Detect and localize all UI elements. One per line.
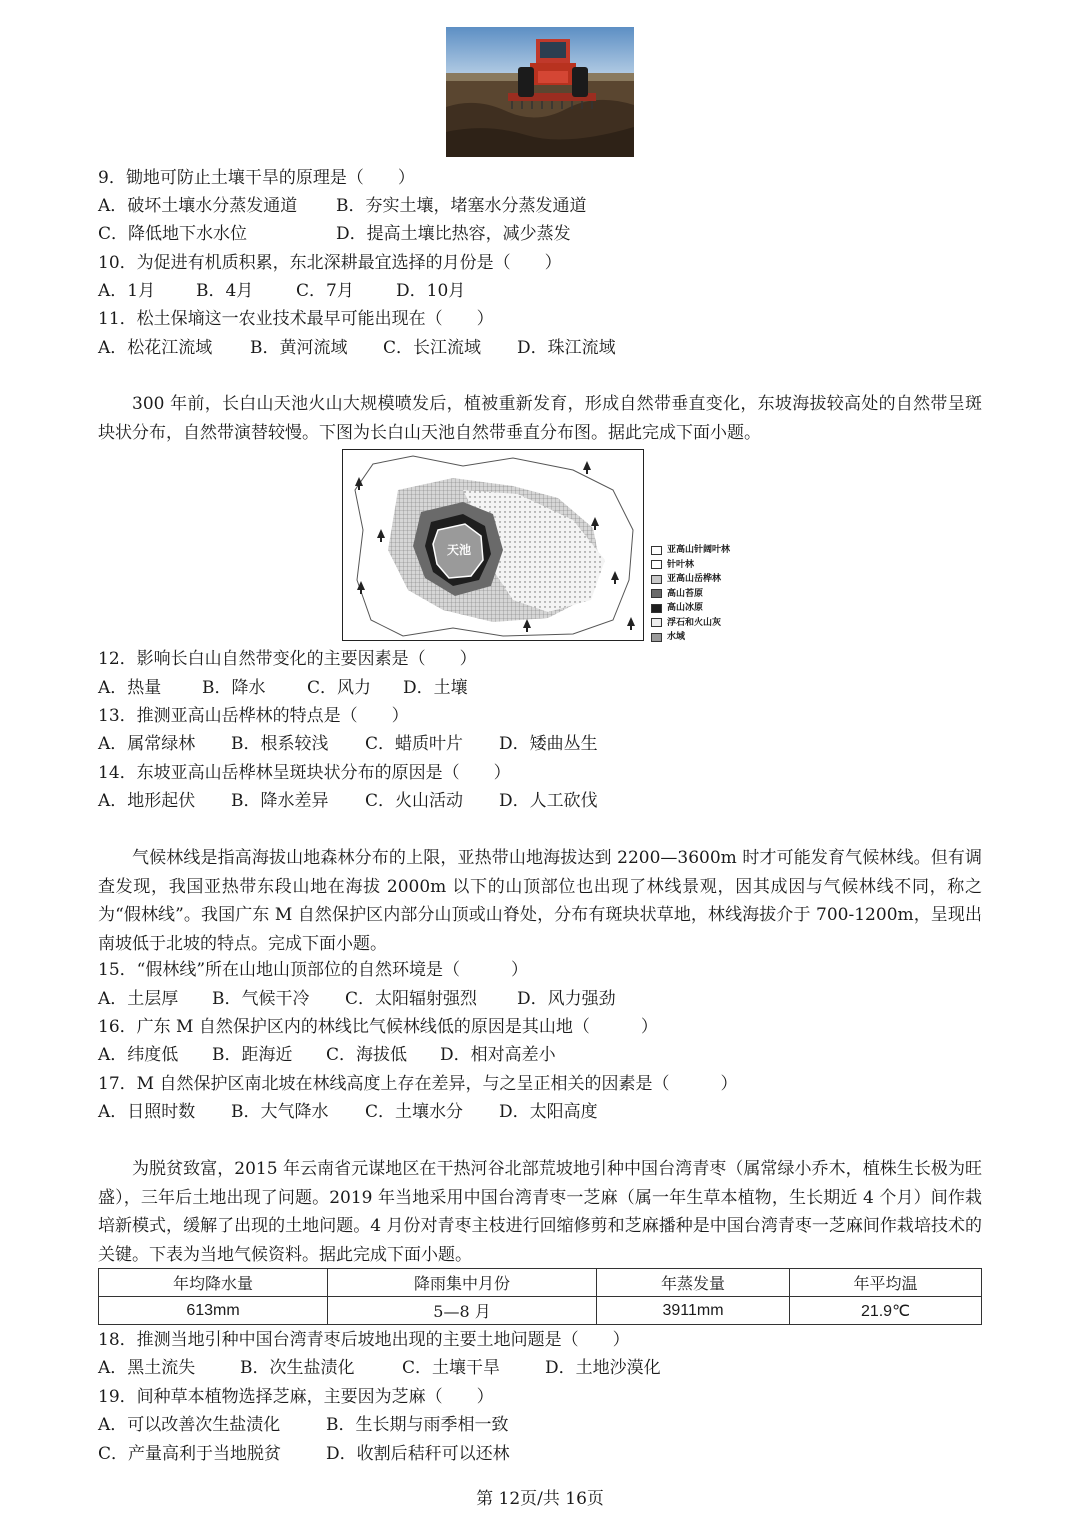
map-legend — [651, 543, 730, 645]
option-a: A．土层厚 — [98, 989, 179, 1009]
option-a: A．松花江流域 — [98, 338, 213, 358]
option-a: A．可以改善次生盐渍化 — [98, 1415, 281, 1435]
option-b: B．4月 — [196, 281, 254, 301]
tractor-photo — [446, 27, 634, 157]
table-header-row — [99, 1269, 982, 1297]
option-c: C．太阳辐射强烈 — [345, 989, 478, 1009]
option-b: B．降水差异 — [231, 791, 329, 811]
question-13: 13．推测亚高山岳桦林的特点是（ ） — [98, 706, 409, 726]
question-13-options — [98, 733, 598, 755]
option-d: D．提高土壤比热容，减少蒸发 — [336, 224, 571, 244]
question-17-options — [98, 1101, 598, 1123]
option-c: C．7月 — [296, 281, 354, 301]
table-header: 年均降水量 — [99, 1269, 328, 1297]
option-d: D．收割后秸秆可以还林 — [326, 1444, 510, 1464]
option-c: C．土壤干旱 — [402, 1358, 501, 1378]
question-17: 17．M 自然保护区南北坡在林线高度上存在差异，与之呈正相关的因素是（ ） — [98, 1074, 738, 1094]
table-cell: 21.9℃ — [790, 1297, 982, 1325]
option-c: C．风力 — [307, 678, 372, 698]
question-19-options — [98, 1414, 509, 1436]
legend-item: 高山冰原 — [651, 601, 730, 616]
climate-table — [98, 1268, 982, 1325]
option-c: C．海拔低 — [326, 1045, 408, 1065]
option-a: A．1月 — [98, 281, 156, 301]
page-footer: 第 12页/共 16页 — [476, 1489, 604, 1509]
passage-treeline: 气候林线是指高海拔山地森林分布的上限，亚热带山地海拔达到 2200—3600m 时才可能发育气候林线。但有调查发现，我国亚热带东段山地在海拔 2000m 以下的山顶部位也出现了林线景观，因其成因与气候林线不同，称之为“假林线”。我国广东 M 自然保护区内部分山顶或山脊处，分布有斑块状草地，林线海拔介于 700-1200m，呈现出南坡低于北坡的特点。完成下面小题。 — [98, 848, 982, 954]
option-c: C．土壤水分 — [365, 1102, 464, 1122]
question-11-options — [98, 337, 616, 359]
lake-label: 天池 — [447, 543, 472, 557]
option-b: B．距海近 — [212, 1045, 293, 1065]
table-cell: 613mm — [99, 1297, 328, 1325]
option-a: A．日照时数 — [98, 1102, 196, 1122]
option-a: A．破坏土壤水分蒸发通道 — [98, 196, 298, 216]
legend-swatch — [651, 604, 662, 613]
passage-jujube: 为脱贫致富，2015 年云南省元谋地区在干热河谷北部荒坡地引种中国台湾青枣（属常绿小乔木，植株生长极为旺盛），三年后土地出现了问题。2019 年当地采用中国台湾青枣一芝麻（属一年生草本植物，生长期近 4 个月）间作栽培新模式，缓解了出现的土地问题。4 月份对青枣主枝进行回缩修剪和芝麻播种是中国台湾青枣一芝麻间作栽培技术的关键。下表为当地气候资料。据此完成下面小题。 — [98, 1159, 982, 1265]
legend-item: 高山苔原 — [651, 587, 730, 602]
question-12: 12．影响长白山自然带变化的主要因素是（ ） — [98, 649, 477, 669]
question-14: 14．东坡亚高山岳桦林呈斑块状分布的原因是（ ） — [98, 763, 511, 783]
table-row — [99, 1297, 982, 1325]
question-19-options-2 — [98, 1443, 510, 1465]
table-cell: 3911mm — [597, 1297, 790, 1325]
option-c: C．降低地下水水位 — [98, 224, 248, 244]
legend-swatch — [651, 589, 662, 598]
question-10-options — [98, 280, 465, 302]
question-18: 18．推测当地引种中国台湾青枣后坡地出现的主要土地问题是（ ） — [98, 1330, 630, 1350]
option-d: D．太阳高度 — [499, 1102, 598, 1122]
option-b: B．生长期与雨季相一致 — [326, 1415, 509, 1435]
option-d: D．珠江流域 — [517, 338, 616, 358]
question-14-options — [98, 790, 598, 812]
question-11: 11．松土保墒这一农业技术最早可能出现在（ ） — [98, 309, 494, 329]
option-b: B．降水 — [202, 678, 266, 698]
table-header: 降雨集中月份 — [328, 1269, 597, 1297]
option-b: B．大气降水 — [231, 1102, 329, 1122]
option-d: D．风力强劲 — [517, 989, 616, 1009]
option-a: A．地形起伏 — [98, 791, 196, 811]
legend-swatch — [651, 618, 662, 627]
legend-swatch — [651, 560, 662, 569]
question-16: 16．广东 M 自然保护区内的林线比气候林线低的原因是其山地（ ） — [98, 1017, 658, 1037]
table-header: 年平均温 — [790, 1269, 982, 1297]
question-9: 9．锄地可防止土壤干旱的原理是（ ） — [98, 168, 415, 188]
question-9-options-2 — [98, 223, 571, 245]
option-b: B．次生盐渍化 — [240, 1358, 355, 1378]
option-b: B．夯实土壤，堵塞水分蒸发通道 — [336, 196, 587, 216]
legend-swatch — [651, 546, 662, 555]
option-d: D．土壤 — [403, 678, 468, 698]
option-c: C．火山活动 — [365, 791, 464, 811]
option-d: D．相对高差小 — [440, 1045, 556, 1065]
legend-swatch — [651, 633, 662, 642]
legend-item: 水域 — [651, 630, 730, 645]
option-b: B．气候干冷 — [212, 989, 310, 1009]
option-a: A．黑土流失 — [98, 1358, 196, 1378]
option-c: C．蜡质叶片 — [365, 734, 464, 754]
question-15: 15．“假林线”所在山地山顶部位的自然环境是（ ） — [98, 960, 529, 980]
legend-item: 针叶林 — [651, 558, 730, 573]
legend-item: 亚高山针阔叶林 — [651, 543, 730, 558]
question-18-options — [98, 1357, 661, 1379]
question-9-options — [98, 195, 587, 217]
option-a: A．热量 — [98, 678, 162, 698]
question-16-options — [98, 1044, 556, 1066]
option-d: D．10月 — [396, 281, 466, 301]
option-c: C．长江流域 — [383, 338, 482, 358]
option-b: B．根系较浅 — [231, 734, 329, 754]
option-a: A．属常绿林 — [98, 734, 196, 754]
table-header: 年蒸发量 — [597, 1269, 790, 1297]
passage-changbai: 300 年前，长白山天池火山大规模喷发后，植被重新发育，形成自然带垂直变化，东坡海拔较高处的自然带呈斑块状分布，自然带演替较慢。下图为长白山天池自然带垂直分布图。据此完成下面小题。 — [98, 394, 982, 443]
question-15-options — [98, 988, 616, 1010]
option-d: D．土地沙漠化 — [545, 1358, 661, 1378]
question-12-options — [98, 677, 468, 699]
legend-swatch — [651, 575, 662, 584]
question-19: 19．间种草本植物选择芝麻，主要因为芝麻（ ） — [98, 1387, 494, 1407]
table-cell: 5—8 月 — [328, 1297, 597, 1325]
option-b: B．黄河流域 — [250, 338, 348, 358]
option-d: D．矮曲丛生 — [499, 734, 598, 754]
tianchi-vegetation-map — [342, 449, 644, 641]
option-c: C．产量高利于当地脱贫 — [98, 1444, 282, 1464]
legend-item: 亚高山岳桦林 — [651, 572, 730, 587]
option-d: D．人工砍伐 — [499, 791, 598, 811]
legend-item: 浮石和火山灰 — [651, 616, 730, 631]
question-10: 10．为促进有机质积累，东北深耕最宜选择的月份是（ ） — [98, 253, 562, 273]
option-a: A．纬度低 — [98, 1045, 179, 1065]
